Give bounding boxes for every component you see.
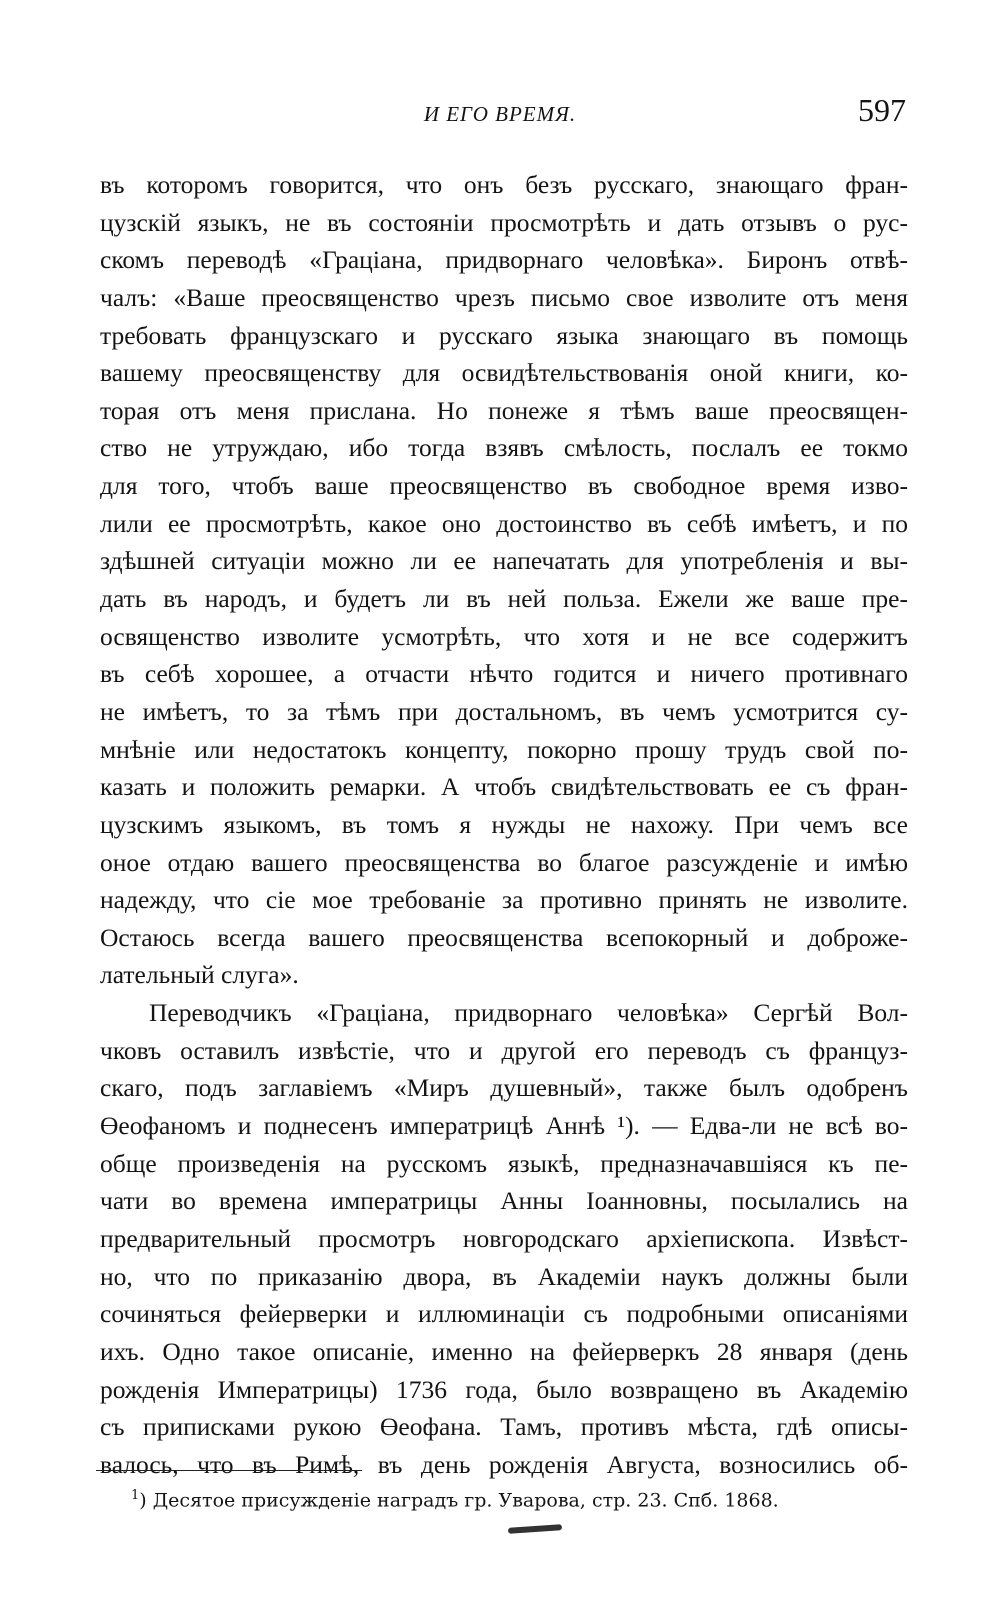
page-number: 597 — [858, 92, 906, 128]
running-title: И ЕГО ВРЕМЯ. — [423, 102, 577, 126]
text-line: чковъ оставилъ извѣстіе, что и другой его переводъ съ француз- — [100, 1035, 908, 1065]
text-line: лательный слуга». — [100, 960, 299, 990]
footnote-text: ) Десятое присужденіе наградъ гр. Уварова, стр. 23. Спб. 1868. — [139, 1489, 779, 1512]
text-line: Остаюсь всегда вашего преосвященства всепокорный и доброже- — [100, 922, 908, 952]
footnote-marker: 1 — [131, 1488, 140, 1503]
paragraph-first-line: Переводчикъ «Граціана, придворнаго человѣка» Сергѣй Вол- — [149, 998, 908, 1028]
text-line: чати во времена императрицы Анны Іоанновны, посылались на — [100, 1186, 908, 1216]
text-line: валось, что въ Римѣ, въ день рожденія Августа, возносились об- — [100, 1449, 908, 1479]
text-line: цузскимъ языкомъ, въ томъ я нужды не нахожу. При чемъ все — [100, 809, 908, 839]
text-line: требовать французскаго и русскаго языка знающаго въ помощь — [100, 320, 908, 350]
text-line: рожденія Императрицы) 1736 года, было возвращено въ Академію — [100, 1374, 908, 1404]
footnote — [131, 1488, 779, 1511]
ink-smudge — [508, 1524, 562, 1534]
text-line: сочиняться фейерверки и иллюминаціи съ подробными описаніями — [100, 1299, 908, 1329]
text-line: въ себѣ хорошее, а отчасти нѣчто годится и ничего противнаго — [100, 659, 908, 689]
text-line: лили ее просмотрѣть, какое оно достоинство въ себѣ имѣетъ, и по — [100, 508, 908, 538]
text-line: цузскій языкъ, не въ состояніи просмотрѣть и дать отзывъ о рус- — [100, 207, 908, 237]
body-text — [100, 166, 908, 1483]
text-line: оное отдаю вашего преосвященства во благое разсужденіе и имѣю — [100, 847, 908, 877]
text-line: обще произведенія на русскомъ языкѣ, предназначавшіяся къ пе- — [100, 1148, 908, 1178]
text-line: надежду, что сіе мое требованіе за противно принять не изволите. — [100, 885, 908, 915]
text-line: въ которомъ говорится, что онъ безъ русскаго, знающаго фран- — [100, 170, 908, 199]
text-line: но, что по приказанію двора, въ Академіи наукъ должны были — [100, 1261, 908, 1291]
text-line: Өеофаномъ и поднесенъ императрицѣ Аннѣ ¹). — Едва-ли не всѣ во- — [100, 1111, 908, 1141]
text-line: освященство изволите усмотрѣть, что хотя и не все содержитъ — [100, 621, 908, 651]
text-line: ихъ. Одно такое описаніе, именно на фейерверкъ 28 января (день — [100, 1336, 908, 1366]
text-line: скаго, подъ заглавіемъ «Миръ душевный», также былъ одобренъ — [100, 1073, 908, 1103]
footnote-rule — [96, 1470, 362, 1471]
text-line: вашему преосвященству для освидѣтельствованія оной книги, ко- — [100, 358, 908, 388]
text-line: предварительный просмотръ новгородскаго архіепископа. Извѣст- — [100, 1223, 908, 1253]
text-line: дать въ народъ, и будетъ ли въ ней польза. Ежели же ваше пре- — [100, 584, 908, 614]
text-line: казать и положить ремарки. А чтобъ свидѣтельствовать ее съ фран- — [100, 772, 908, 802]
text-line: скомъ переводѣ «Граціана, придворнаго человѣка». Биронъ отвѣ- — [100, 245, 908, 275]
text-line: для того, чтобъ ваше преосвященство въ свободное время изво- — [100, 471, 908, 501]
text-line: мнѣніе или недостатокъ концепту, покорно прошу трудъ свой по- — [100, 734, 908, 764]
text-line: здѣшней ситуаціи можно ли ее напечатать для употребленія и вы- — [100, 546, 908, 576]
text-line: не имѣетъ, то за тѣмъ при достальномъ, въ чемъ усмотрится су- — [100, 696, 908, 726]
text-line: ство не утруждаю, ибо тогда взявъ смѣлость, послалъ ее токмо — [100, 433, 908, 463]
text-line: съ приписками рукою Өеофана. Тамъ, противъ мѣста, гдѣ описы- — [100, 1412, 908, 1442]
text-line: торая отъ меня прислана. Но понеже я тѣмъ ваше преосвящен- — [100, 395, 908, 425]
text-line: чалъ: «Ваше преосвященство чрезъ письмо свое изволите отъ меня — [100, 282, 908, 312]
